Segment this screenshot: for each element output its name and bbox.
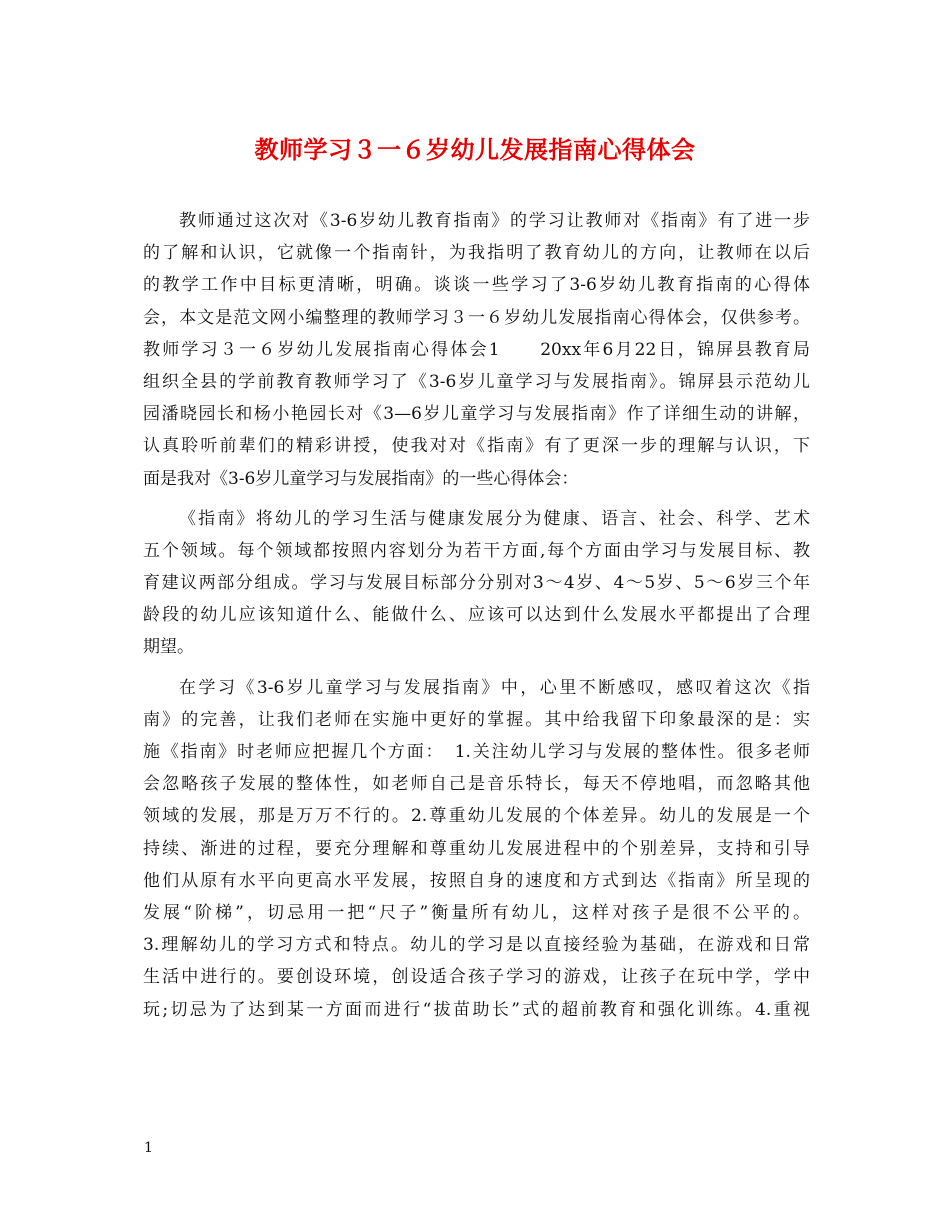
paragraph-1-line-1: 教师通过这次对《3-6岁幼儿教育指南》的学习让教师对《指南》有了进一步	[179, 211, 810, 231]
paragraph-1-line-5: 教师学习３一６岁幼儿发展指南心得体会1 20xx年6月22日，锦屏县教育局	[143, 339, 810, 360]
paragraph-1-line-2: 的了解和认识，它就像一个指南针，为我指明了教育幼儿的方向，让教师在以后	[143, 243, 810, 264]
paragraph-3-line-2: 南》的完善，让我们老师在实施中更好的掌握。其中给我留下印象最深的是：实	[143, 709, 810, 730]
paragraph-3-line-9: 3.理解幼儿的学习方式和特点。幼儿的学习是以直接经验为基础，在游戏和日常	[143, 935, 810, 956]
paragraph-2-line-2: 五个领域。每个领域都按照内容划分为若干方面,每个方面由学习与发展目标、教	[143, 540, 810, 561]
paragraph-2-line-1: 《指南》将幼儿的学习生活与健康发展分为健康、语言、社会、科学、艺术	[179, 508, 810, 529]
paragraph-3-line-10: 生活中进行的。要创设环境，创设适合孩子学习的游戏，让孩子在玩中学，学中	[143, 967, 810, 988]
paragraph-3-line-8: 发展“阶梯”，切忌用一把“尺子”衡量所有幼儿，这样对孩子是很不公平的。	[143, 902, 810, 923]
paragraph-1-line-3: 的教学工作中目标更清晰，明确。谈谈一些学习了3-6岁幼儿教育指南的心得体	[143, 275, 810, 296]
paragraph-2-line-3: 育建议两部分组成。学习与发展目标部分分别对3～4岁、4～5岁、5～6岁三个年	[143, 573, 810, 594]
document-body	[143, 205, 810, 1026]
paragraph-3-line-7: 他们从原有水平向更高水平发展，按照自身的速度和方式到达《指南》所呈现的	[143, 870, 810, 891]
paragraph-3-line-1: 在学习《3-6岁儿童学习与发展指南》中，心里不断感叹，感叹着这次《指	[179, 677, 810, 698]
paragraph-3-line-11: 玩;切忌为了达到某一方面而进行“拔苗助长”式的超前教育和强化训练。4.重视	[143, 999, 810, 1020]
page-number: 1	[144, 1140, 153, 1156]
paragraph-2-line-5: 期望。	[143, 637, 194, 658]
paragraph-3-line-6: 持续、渐进的过程，要充分理解和尊重幼儿发展进程中的个别差异，支持和引导	[143, 838, 810, 859]
paragraph-3-line-5: 领域的发展，那是万万不行的。2.尊重幼儿发展的个体差异。幼儿的发展是一个	[143, 806, 810, 827]
paragraph-1-line-8: 认真聆听前辈们的精彩讲授，使我对对《指南》有了更深一步的理解与认识，下	[143, 436, 810, 457]
paragraph-3-line-4: 会忽略孩子发展的整体性，如老师自己是音乐特长，每天不停地唱，而忽略其他	[143, 774, 810, 795]
paragraph-3-line-3: 施《指南》时老师应把握几个方面： 1.关注幼儿学习与发展的整体性。很多老师	[143, 742, 810, 762]
paragraph-2-line-4: 龄段的幼儿应该知道什么、能做什么、应该可以达到什么发展水平都提出了合理	[143, 605, 810, 626]
paragraph-1-line-4: 会，本文是范文网小编整理的教师学习３一６岁幼儿发展指南心得体会，仅供参考。	[143, 307, 810, 328]
document-title: 教师学习３一６岁幼儿发展指南心得体会	[254, 135, 696, 164]
paragraph-1-line-9: 面是我对《3-6岁儿童学习与发展指南》的一些心得体会：	[143, 468, 579, 489]
paragraph-1-line-6: 组织全县的学前教育教师学习了《3-6岁儿童学习与发展指南》。锦屏县示范幼儿	[143, 371, 810, 392]
paragraph-1-line-7: 园潘晓园长和杨小艳园长对《3—6岁儿童学习与发展指南》作了详细生动的讲解，	[143, 404, 810, 425]
